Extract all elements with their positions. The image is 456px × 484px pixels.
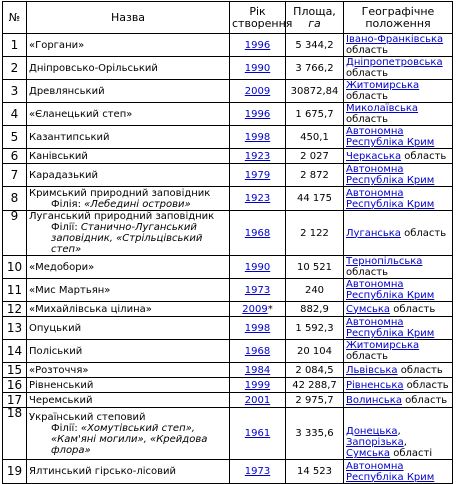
region-suffix: область <box>346 91 389 102</box>
region-link[interactable]: Сумська <box>346 303 391 315</box>
row-year <box>230 126 286 149</box>
row-year <box>230 378 286 393</box>
row-geo <box>344 187 453 211</box>
year-link[interactable]: 1979 <box>244 169 271 181</box>
region-link-zaporizhzhia[interactable]: Запорізька <box>346 437 404 448</box>
row-geo <box>344 317 453 340</box>
table-row <box>3 126 453 149</box>
header-area <box>286 2 344 34</box>
row-num: 8 <box>3 187 27 211</box>
branch-label: Філії: <box>51 422 81 434</box>
row-area: 5 344,2 <box>286 34 344 57</box>
row-num: 18 <box>3 408 27 460</box>
row-name: «Медобори» <box>27 256 230 279</box>
row-geo <box>344 340 453 363</box>
table-row <box>3 80 453 103</box>
row-area: 2 872 <box>286 164 344 187</box>
row-year <box>230 256 286 279</box>
row-geo <box>344 103 453 126</box>
header-geo <box>344 2 453 34</box>
header-area-line2: га <box>308 16 321 30</box>
table-row <box>3 149 453 164</box>
region-suffix: область <box>346 114 389 125</box>
region-link-sumy[interactable]: Сумська <box>346 448 391 459</box>
region-link[interactable]: Автономна Республіка Крим <box>346 187 435 210</box>
row-name: «Горгани» <box>27 34 230 57</box>
row-year <box>230 317 286 340</box>
row-area: 1 592,3 <box>286 317 344 340</box>
row-num: 2 <box>3 57 27 80</box>
row-year <box>230 340 286 363</box>
row-area: 44 175 <box>286 187 344 211</box>
row-area: 2 084,5 <box>286 363 344 378</box>
row-area: 42 288,7 <box>286 378 344 393</box>
row-name: Поліський <box>27 340 230 363</box>
region-link[interactable]: Автономна Республіка Крим <box>346 164 435 186</box>
branch-label: Філія: <box>51 198 85 210</box>
year-link[interactable]: 2009 <box>244 85 271 97</box>
region-link[interactable]: Житомирська <box>346 80 420 91</box>
row-area: 14 523 <box>286 460 344 484</box>
row-num: 7 <box>3 164 27 187</box>
table-row <box>3 164 453 187</box>
year-link[interactable]: 1990 <box>244 62 271 74</box>
region-link[interactable]: Луганська <box>346 227 401 239</box>
row-year <box>230 164 286 187</box>
row-area: 20 104 <box>286 340 344 363</box>
region-link[interactable]: Автономна Республіка Крим <box>346 317 435 339</box>
region-separator: , <box>397 426 401 437</box>
row-geo <box>344 149 453 164</box>
header-name: Назва <box>27 2 230 34</box>
table-row <box>3 378 453 393</box>
region-link[interactable]: Автономна Республіка Крим <box>346 279 435 301</box>
row-name: Рівненський <box>27 378 230 393</box>
table-row <box>3 103 453 126</box>
table-row <box>3 302 453 317</box>
row-area: 3 335,6 <box>286 408 344 460</box>
row-name: «Михайлівська цілина» <box>27 302 230 317</box>
reserves-table <box>2 1 453 484</box>
year-link[interactable]: 2009 <box>242 303 268 315</box>
header-geo-line1: Географічне <box>361 4 435 18</box>
year-link[interactable]: 1999 <box>244 379 271 391</box>
row-name: Дніпровсько-Орільський <box>27 57 230 80</box>
table-row <box>3 57 453 80</box>
row-num: 11 <box>3 279 27 302</box>
region-link[interactable]: Автономна Республіка Крим <box>346 126 435 148</box>
year-link[interactable]: 1984 <box>244 364 271 376</box>
row-name: Канівський <box>27 149 230 164</box>
table-row <box>3 279 453 302</box>
footnote-mark: * <box>267 303 273 315</box>
row-geo <box>344 302 453 317</box>
row-year <box>230 408 286 460</box>
row-year <box>230 211 286 256</box>
row-area: 240 <box>286 279 344 302</box>
region-link[interactable]: Тернопільська <box>346 256 423 267</box>
year-link[interactable]: 1923 <box>244 150 271 162</box>
row-num: 17 <box>3 393 27 408</box>
row-name <box>27 187 230 211</box>
row-geo <box>344 256 453 279</box>
region-suffix: область <box>390 303 436 315</box>
row-geo <box>344 164 453 187</box>
region-suffix: область <box>346 351 389 362</box>
row-geo <box>344 408 453 460</box>
row-area: 10 521 <box>286 256 344 279</box>
region-link[interactable]: Дніпропетровська <box>346 57 443 68</box>
row-area: 2 122 <box>286 211 344 256</box>
branch-names: «Хомутівський степ», «Кам'яні могили», «Крейдова флора» <box>51 422 208 456</box>
row-num: 4 <box>3 103 27 126</box>
row-name: Опуцький <box>27 317 230 340</box>
row-name: «Мис Мартьян» <box>27 279 230 302</box>
branch-label: Філії: <box>51 222 81 233</box>
row-area: 30872,84 <box>286 80 344 103</box>
row-area: 450,1 <box>286 126 344 149</box>
table-header-row <box>3 2 453 34</box>
table-row <box>3 187 453 211</box>
region-link[interactable]: Львівська <box>346 364 398 376</box>
row-area: 882,9 <box>286 302 344 317</box>
row-name: Древлянський <box>27 80 230 103</box>
header-year-line2: створення <box>232 16 293 30</box>
row-num: 3 <box>3 80 27 103</box>
row-name: Ялтинський гірсько-лісовий <box>27 460 230 484</box>
table-row <box>3 393 453 408</box>
row-num: 14 <box>3 340 27 363</box>
row-num: 9 <box>3 211 27 256</box>
year-link[interactable]: 1996 <box>244 108 271 120</box>
branch-line <box>29 222 227 255</box>
region-suffix: область <box>346 267 389 278</box>
year-link[interactable]: 1923 <box>244 193 271 204</box>
region-link[interactable]: Черкаська <box>346 150 402 162</box>
reserve-name: Луганський природний заповідник <box>29 211 215 222</box>
reserve-name: Український степовий <box>29 411 146 423</box>
row-year <box>230 34 286 57</box>
header-area-line1: Площа, <box>293 4 336 18</box>
row-year <box>230 279 286 302</box>
table-row <box>3 408 453 460</box>
row-num: 13 <box>3 317 27 340</box>
table-row <box>3 34 453 57</box>
row-geo <box>344 126 453 149</box>
row-num: 1 <box>3 34 27 57</box>
year-link[interactable]: 1996 <box>244 39 271 51</box>
row-year <box>230 57 286 80</box>
table-row <box>3 340 453 363</box>
year-link[interactable]: 1973 <box>244 284 271 296</box>
year-link[interactable]: 1990 <box>244 261 271 273</box>
region-separator: , <box>403 437 407 448</box>
row-name: Карадазький <box>27 164 230 187</box>
row-geo <box>344 34 453 57</box>
row-geo <box>344 460 453 484</box>
year-link[interactable]: 1998 <box>244 322 271 334</box>
row-year <box>230 302 286 317</box>
row-num: 19 <box>3 460 27 484</box>
header-year <box>230 2 293 34</box>
region-link[interactable]: Автономна Республіка Крим <box>346 460 435 483</box>
row-geo <box>344 363 453 378</box>
region-suffix: область <box>401 150 447 162</box>
row-num: 15 <box>3 363 27 378</box>
year-link[interactable]: 1961 <box>244 428 271 439</box>
row-year <box>230 103 286 126</box>
branch-names: «Лебедині острови» <box>84 198 191 210</box>
row-name <box>27 211 230 256</box>
branch-line <box>29 199 227 210</box>
branch-names: Станично-Луганський заповідник, «Стрільцівський степ» <box>51 222 203 255</box>
row-num: 12 <box>3 302 27 317</box>
year-link[interactable]: 1973 <box>244 466 271 477</box>
row-year <box>230 187 286 211</box>
header-num: № <box>3 2 27 34</box>
row-geo <box>344 378 453 393</box>
region-suffix: область <box>397 364 443 376</box>
row-name: Казантипський <box>27 126 230 149</box>
year-link[interactable]: 1968 <box>244 227 271 239</box>
region-suffix: область <box>346 68 389 79</box>
header-geo-line2: положення <box>365 16 431 30</box>
branch-line <box>29 423 227 456</box>
table-row <box>3 211 453 256</box>
row-name: «Розточчя» <box>27 363 230 378</box>
row-year <box>230 460 286 484</box>
year-link[interactable]: 1998 <box>244 131 271 143</box>
row-name: «Єланецький степ» <box>27 103 230 126</box>
row-geo <box>344 279 453 302</box>
row-num: 5 <box>3 126 27 149</box>
row-geo <box>344 393 453 408</box>
row-year <box>230 393 286 408</box>
region-link[interactable]: Івано-Франківська <box>346 34 444 45</box>
reserve-name: Кримський природний заповідник <box>29 187 211 199</box>
year-link[interactable]: 2001 <box>244 394 271 406</box>
row-num: 16 <box>3 378 27 393</box>
row-area: 3 766,2 <box>286 57 344 80</box>
region-link[interactable]: Миколаївська <box>346 103 419 114</box>
row-year <box>230 149 286 164</box>
region-suffix: область <box>403 379 449 391</box>
table-row <box>3 317 453 340</box>
region-suffix: область <box>401 394 448 406</box>
region-suffix: області <box>390 448 433 459</box>
region-link-donetsk[interactable]: Донецька <box>346 426 398 437</box>
table-row <box>3 363 453 378</box>
table-row <box>3 460 453 484</box>
table-row <box>3 256 453 279</box>
region-suffix: область <box>346 45 389 56</box>
row-name: Черемський <box>27 393 230 408</box>
row-geo <box>344 57 453 80</box>
row-year <box>230 363 286 378</box>
row-area: 2 975,7 <box>286 393 344 408</box>
region-link[interactable]: Волинська <box>346 394 402 406</box>
year-link[interactable]: 1968 <box>244 345 271 357</box>
row-geo <box>344 80 453 103</box>
region-link[interactable]: Житомирська <box>346 340 420 351</box>
row-area: 2 027 <box>286 149 344 164</box>
row-num: 6 <box>3 149 27 164</box>
row-num: 10 <box>3 256 27 279</box>
region-link[interactable]: Рівненська <box>346 379 404 391</box>
row-area: 1 675,7 <box>286 103 344 126</box>
row-year <box>230 80 286 103</box>
row-geo <box>344 211 453 256</box>
row-name <box>27 408 230 460</box>
region-suffix: область <box>400 227 447 239</box>
header-year-line1: Рік <box>249 4 266 18</box>
